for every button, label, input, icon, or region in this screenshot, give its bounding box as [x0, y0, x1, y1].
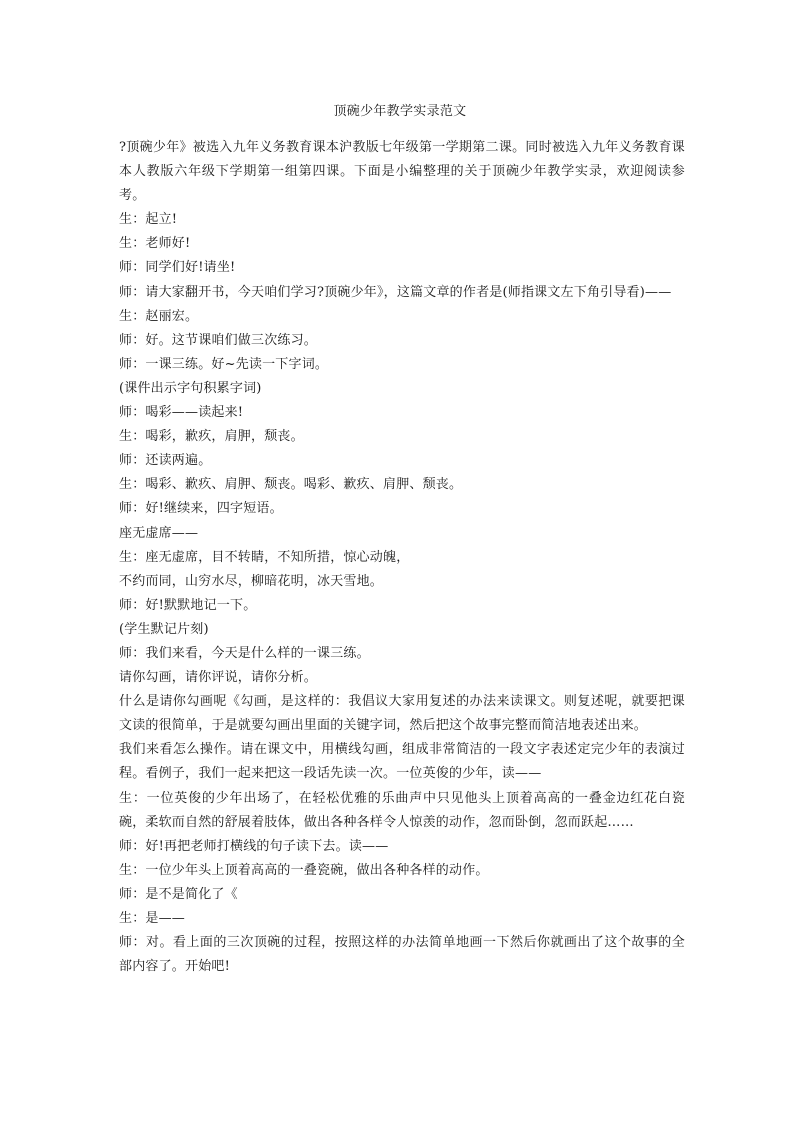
document-title: 顶碗少年教学实录范文 [333, 104, 467, 119]
paragraph: 生：喝彩，歉疚，肩胛，颓丧。 [119, 429, 304, 445]
paragraph: 师：还读两遍。 [119, 453, 212, 469]
paragraph: (课件出示字句积累字词) [119, 380, 262, 396]
paragraph: 师：喝彩——读起来! [119, 405, 244, 421]
paragraph: 请你勾画，请你评说，请你分析。 [119, 670, 318, 686]
paragraph: 我们来看怎么操作。请在课文中，用横线勾画，组成非常简洁的一段文字表述定完少年的表演过程。看例子，我们一起来把这一段话先读一次。一位英俊的少年，读—— [119, 742, 685, 782]
paragraph: 生：喝彩、歉疚、肩胛、颓丧。喝彩、歉疚、肩胛、颓丧。 [119, 477, 463, 493]
paragraph: 不约而同，山穷水尽，柳暗花明，冰天雪地。 [119, 573, 384, 589]
paragraph: 生：是—— [119, 911, 186, 926]
paragraph: 生：一位少年头上顶着高高的一叠瓷碗，做出各种各样的动作。 [119, 862, 489, 878]
paragraph: 师：好!再把老师打横线的句子读下去。读—— [119, 838, 389, 854]
paragraph: 生：起立! [119, 212, 178, 228]
paragraph: 生：老师好! [119, 236, 191, 252]
paragraph: 师：好!继续来，四字短语。 [119, 501, 283, 517]
paragraph: 师：一课三练。好~先读一下字词。 [119, 356, 329, 372]
document-body [119, 136, 685, 979]
paragraph: 生：赵丽宏。 [119, 308, 199, 324]
paragraph: (学生默记片刻) [119, 621, 209, 637]
paragraph: 师：对。看上面的三次顶碗的过程，按照这样的办法简单地画一下然后你就画出了这个故事的全部内容了。开始吧! [119, 935, 685, 975]
paragraph: 什么是请你勾画呢《勾画，是这样的：我倡议大家用复述的办法来读课文。则复述呢，就要把课文读的很简单，于是就要勾画出里面的关键字词，然后把这个故事完整而简洁地表述出来。 [119, 694, 685, 734]
paragraph: 师：我们来看，今天是什么样的一课三练。 [119, 645, 370, 661]
paragraph: 生：一位英俊的少年出场了，在轻松优雅的乐曲声中只见他头上顶着高高的一叠金边红花白瓷碗，柔软而自然的舒展着肢体，做出各种各样令人惊羡的动作，忽而卧倒，忽而跃起…… [119, 790, 685, 830]
paragraph: 座无虚席—— [119, 525, 199, 541]
paragraph: 师：好。这节课咱们做三次练习。 [119, 332, 318, 348]
paragraph: ?顶碗少年》被选入九年义务教育课本沪教版七年级第一学期第二课。同时被选入九年义务教育课本人教版六年级下学期第一组第四课。下面是小编整理的关于顶碗少年教学实录，欢迎阅读参考。 [119, 140, 685, 204]
paragraph: 师：请大家翻开书，今天咱们学习?顶碗少年》，这篇文章的作者是(师指课文左下角引导看)—— [119, 284, 672, 300]
paragraph: 师：是不是简化了《 [119, 886, 238, 902]
paragraph: 师：好!默默地记一下。 [119, 597, 257, 613]
paragraph: 师：同学们好!请坐! [119, 260, 236, 276]
paragraph: 生：座无虚席，目不转睛，不知所措，惊心动魄， [119, 549, 410, 565]
